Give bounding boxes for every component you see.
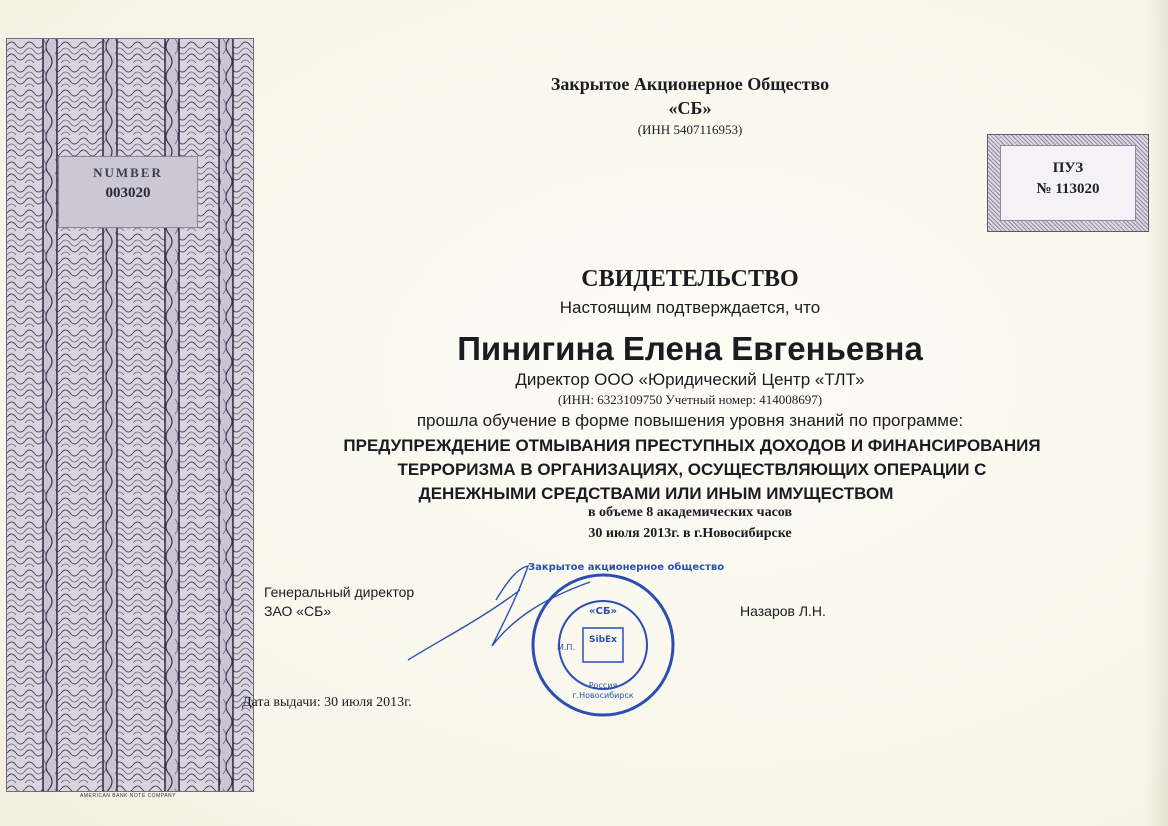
printer-note: AMERICAN BANK NOTE COMPANY: [80, 793, 176, 799]
person-position: Директор ООО «Юридический Центр «ТЛТ»: [515, 370, 865, 389]
program-title: [262, 434, 1122, 506]
program-line: ДЕНЕЖНЫМИ СРЕДСТВАМИ ИЛИ ИНЫМ ИМУЩЕСТВОМ: [418, 484, 894, 503]
serial-number-value: 003020: [105, 185, 151, 201]
serial-number-label: NUMBER: [93, 165, 163, 180]
guilloche-border: [6, 38, 254, 792]
organization-inn: (ИНН 5407116953): [637, 122, 743, 137]
organization-short-name: «СБ»: [668, 98, 712, 118]
stamp-city: г.Новосибирск: [572, 691, 634, 700]
guilloche-pattern: [7, 39, 253, 791]
person-ids: (ИНН: 6323109750 Учетный номер: 414008697): [557, 392, 823, 407]
registration-number: № 113020: [1036, 181, 1100, 197]
confirm-text: Настоящим подтверждается, что: [559, 298, 821, 317]
signatory-name: Назаров Л.Н.: [740, 603, 826, 619]
program-line: ТЕРРОРИЗМА В ОРГАНИЗАЦИЯХ, ОСУЩЕСТВЛЯЮЩИХ ОПЕРАЦИИ С: [397, 460, 987, 479]
stamp-outer-text: Закрытое акционерное общество: [528, 562, 725, 573]
organization-name: Закрытое Акционерное Общество: [550, 74, 830, 94]
date-place: 30 июля 2013г. в г.Новосибирске: [588, 526, 792, 541]
page-edge-shadow: [1146, 0, 1168, 826]
program-line: ПРЕДУПРЕЖДЕНИЕ ОТМЫВАНИЯ ПРЕСТУПНЫХ ДОХОДОВ И ФИНАНСИРОВАНИЯ: [343, 436, 1041, 455]
passed-text: прошла обучение в форме повышения уровня знаний по программе:: [416, 411, 964, 430]
document-title: СВИДЕТЕЛЬСТВО: [581, 266, 799, 292]
person-name: Пинигина Елена Евгеньевна: [457, 330, 923, 367]
serial-number-box: [58, 156, 198, 228]
stamp-short-name: «СБ»: [589, 606, 617, 617]
stamp-country: Россия: [588, 681, 618, 690]
stamp-center-text: SibEx: [589, 635, 617, 645]
stamp-logo-frame: [583, 628, 623, 662]
registration-box: [987, 134, 1149, 232]
stamp-mp-mark: М.П.: [556, 643, 576, 652]
issue-date: Дата выдачи: 30 июля 2013г.: [242, 695, 412, 710]
course-volume: в объеме 8 академических часов: [587, 505, 793, 520]
signatory-org: ЗАО «СБ»: [264, 603, 332, 619]
organization-stamp: [528, 562, 725, 720]
registration-inner: [1000, 145, 1136, 221]
signatory-title: Генеральный директор: [264, 584, 415, 600]
registration-code: ПУЗ: [1052, 160, 1084, 176]
